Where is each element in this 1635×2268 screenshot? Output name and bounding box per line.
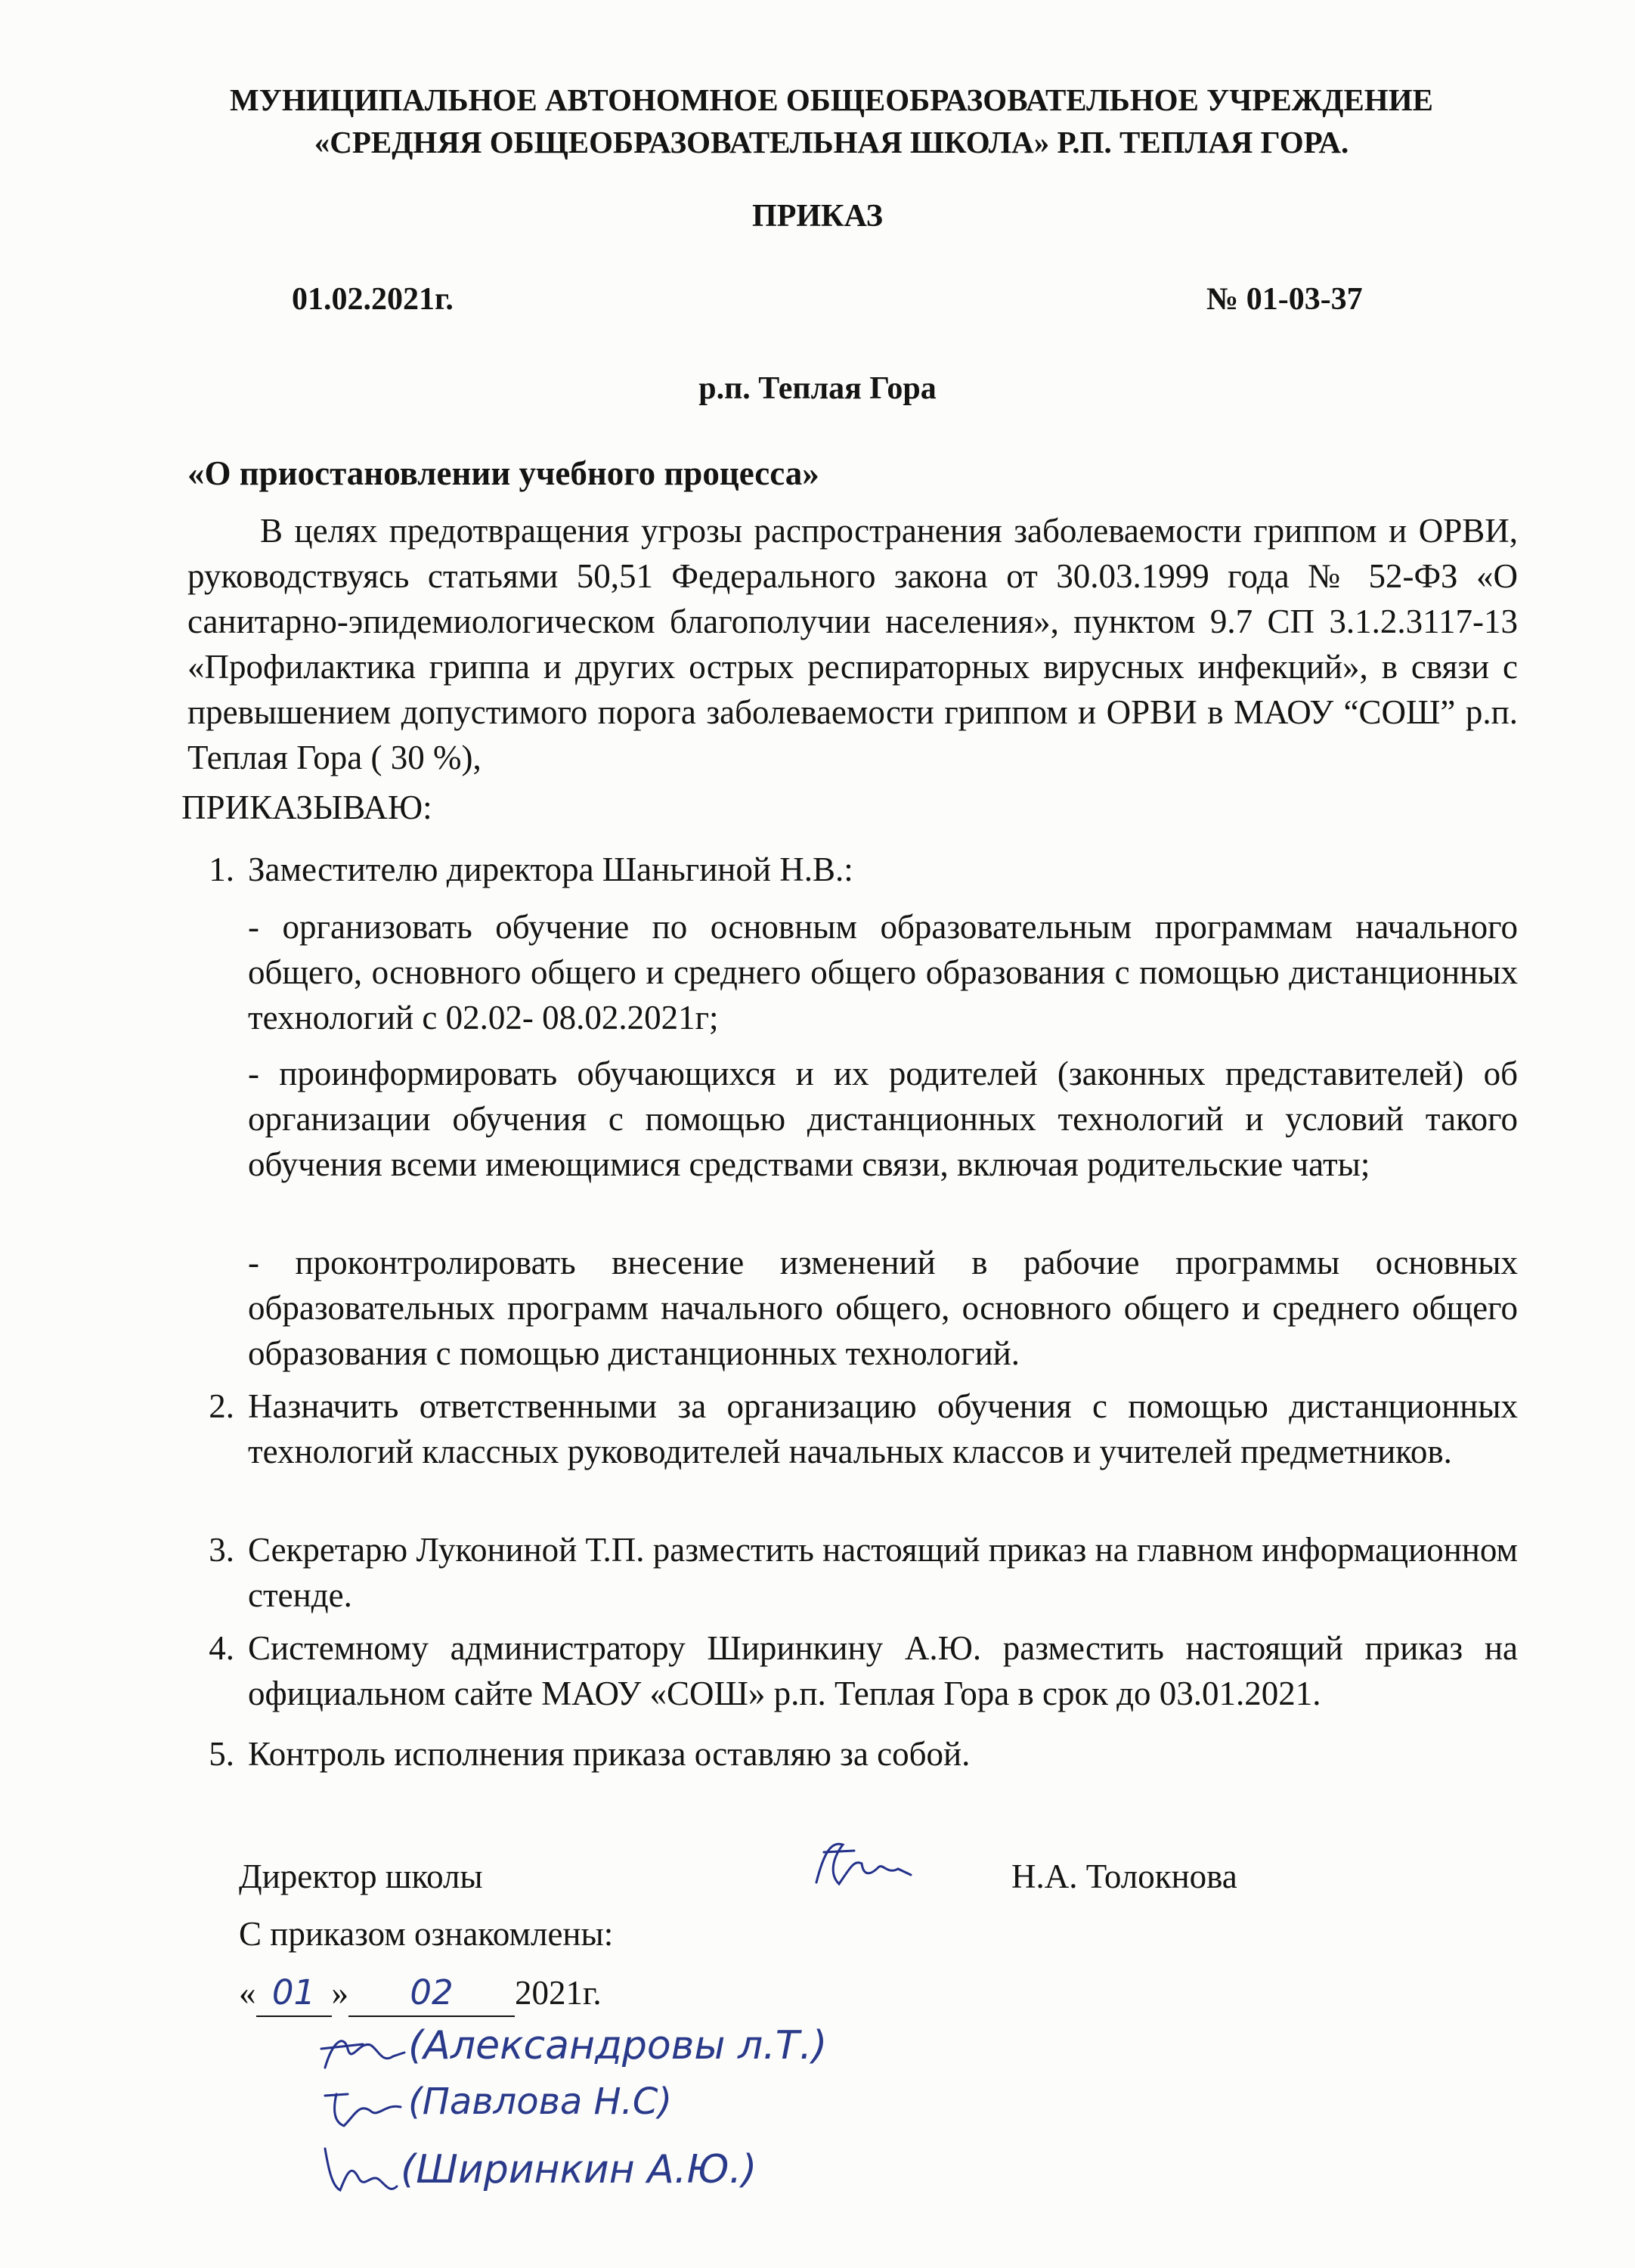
order-date: 01.02.2021г. [292, 282, 454, 317]
preamble: В целях предотвращения угрозы распространения заболеваемости гриппом и ОРВИ, руководствуясь статьями 50,51 Федерального закона от 30.03.1999 года № 52-ФЗ «О санитарно-эпидемиологическом благополучии населения», пунктом 9.7 СП 3.1.2.3117-13 «Профилактика гриппа и других острых респираторных вирусных инфекций», в связи с превышением допустимого порога заболеваемости гриппом и ОРВИ в МАОУ “СОШ” р.п. Теплая Гора ( 30 %), [187, 512, 1518, 776]
place: р.п. Теплая Гора [698, 371, 937, 406]
list-item: Назначить ответственными за организацию обучения с помощью дистанционных технологий классных руководителей начальных классов и учителей предметников. [248, 1387, 1518, 1470]
doc-type-title: ПРИКАЗ [752, 199, 883, 234]
order-number: № 01-03-37 [1206, 282, 1363, 317]
ack-day: 01 [256, 1970, 332, 2017]
org-name-line-2: «СРЕДНЯЯ ОБЩЕОБРАЗОВАТЕЛЬНАЯ ШКОЛА» Р.П. ТЕПЛАЯ ГОРА. [314, 125, 1349, 160]
ack-month: 02 [348, 1970, 515, 2017]
org-name-line-1: МУНИЦИПАЛЬНОЕ АВТОНОМНОЕ ОБЩЕОБРАЗОВАТЕЛЬНОЕ УЧРЕЖДЕНИЕ [230, 82, 1433, 117]
quote-open: « [239, 1974, 256, 2012]
sub-item: - проинформировать обучающихся и их родителей (законных представителей) об организации обучения с помощью дистанционных технологий и условий такого обучения всеми имеющимися средствами связи, включая родительские чаты; [248, 1055, 1518, 1183]
acknowledgement-date [239, 1970, 602, 2017]
handwritten-name: (Павлова Н.С) [408, 2081, 673, 2123]
director-name: Н.А. Толокнова [1011, 1857, 1237, 1895]
item-number: 5. [209, 1735, 234, 1773]
list-item: Секретарю Лукониной Т.П. разместить настоящий приказ на главном информационном стенде. [248, 1531, 1518, 1614]
list-item: Контроль исполнения приказа оставляю за собой. [248, 1735, 971, 1773]
item-number: 4. [209, 1629, 234, 1667]
item-number: 2. [209, 1387, 234, 1425]
order-word: ПРИКАЗЫВАЮ: [181, 789, 432, 826]
list-item: Заместителю директора Шаньгиной Н.В.: [248, 850, 853, 888]
director-signature [809, 1830, 915, 1898]
sub-item: - организовать обучение по основным образовательным программам начального общего, основного общего и среднего общего образования с помощью дистанционных технологий с 02.02- 08.02.2021г; [248, 908, 1518, 1036]
ack-year: 2021г. [515, 1974, 602, 2012]
item-number: 1. [209, 850, 234, 888]
list-item: Системному администратору Ширинкину А.Ю. разместить настоящий приказ на официальном сайте МАОУ «СОШ» р.п. Теплая Гора в срок до 03.01.2021. [248, 1629, 1518, 1712]
handwritten-name: (Александровы л.Т.) [408, 2023, 828, 2068]
handwritten-initials [317, 2081, 408, 2133]
handwritten-initials [317, 2026, 408, 2079]
quote-close: » [331, 1974, 348, 2012]
director-position: Директор школы [239, 1857, 483, 1895]
item-number: 3. [209, 1531, 234, 1569]
subject: «О приостановлении учебного процесса» [187, 454, 819, 492]
acknowledgement-label: С приказом ознакомлены: [239, 1915, 614, 1953]
handwritten-name: (Ширинкин А.Ю.) [401, 2147, 757, 2192]
handwritten-initials [317, 2141, 401, 2201]
sub-item: - проконтролировать внесение изменений в рабочие программы основных образовательных программ начального общего, основного общего и среднего общего образования с помощью дистанционных технологий. [248, 1244, 1518, 1372]
